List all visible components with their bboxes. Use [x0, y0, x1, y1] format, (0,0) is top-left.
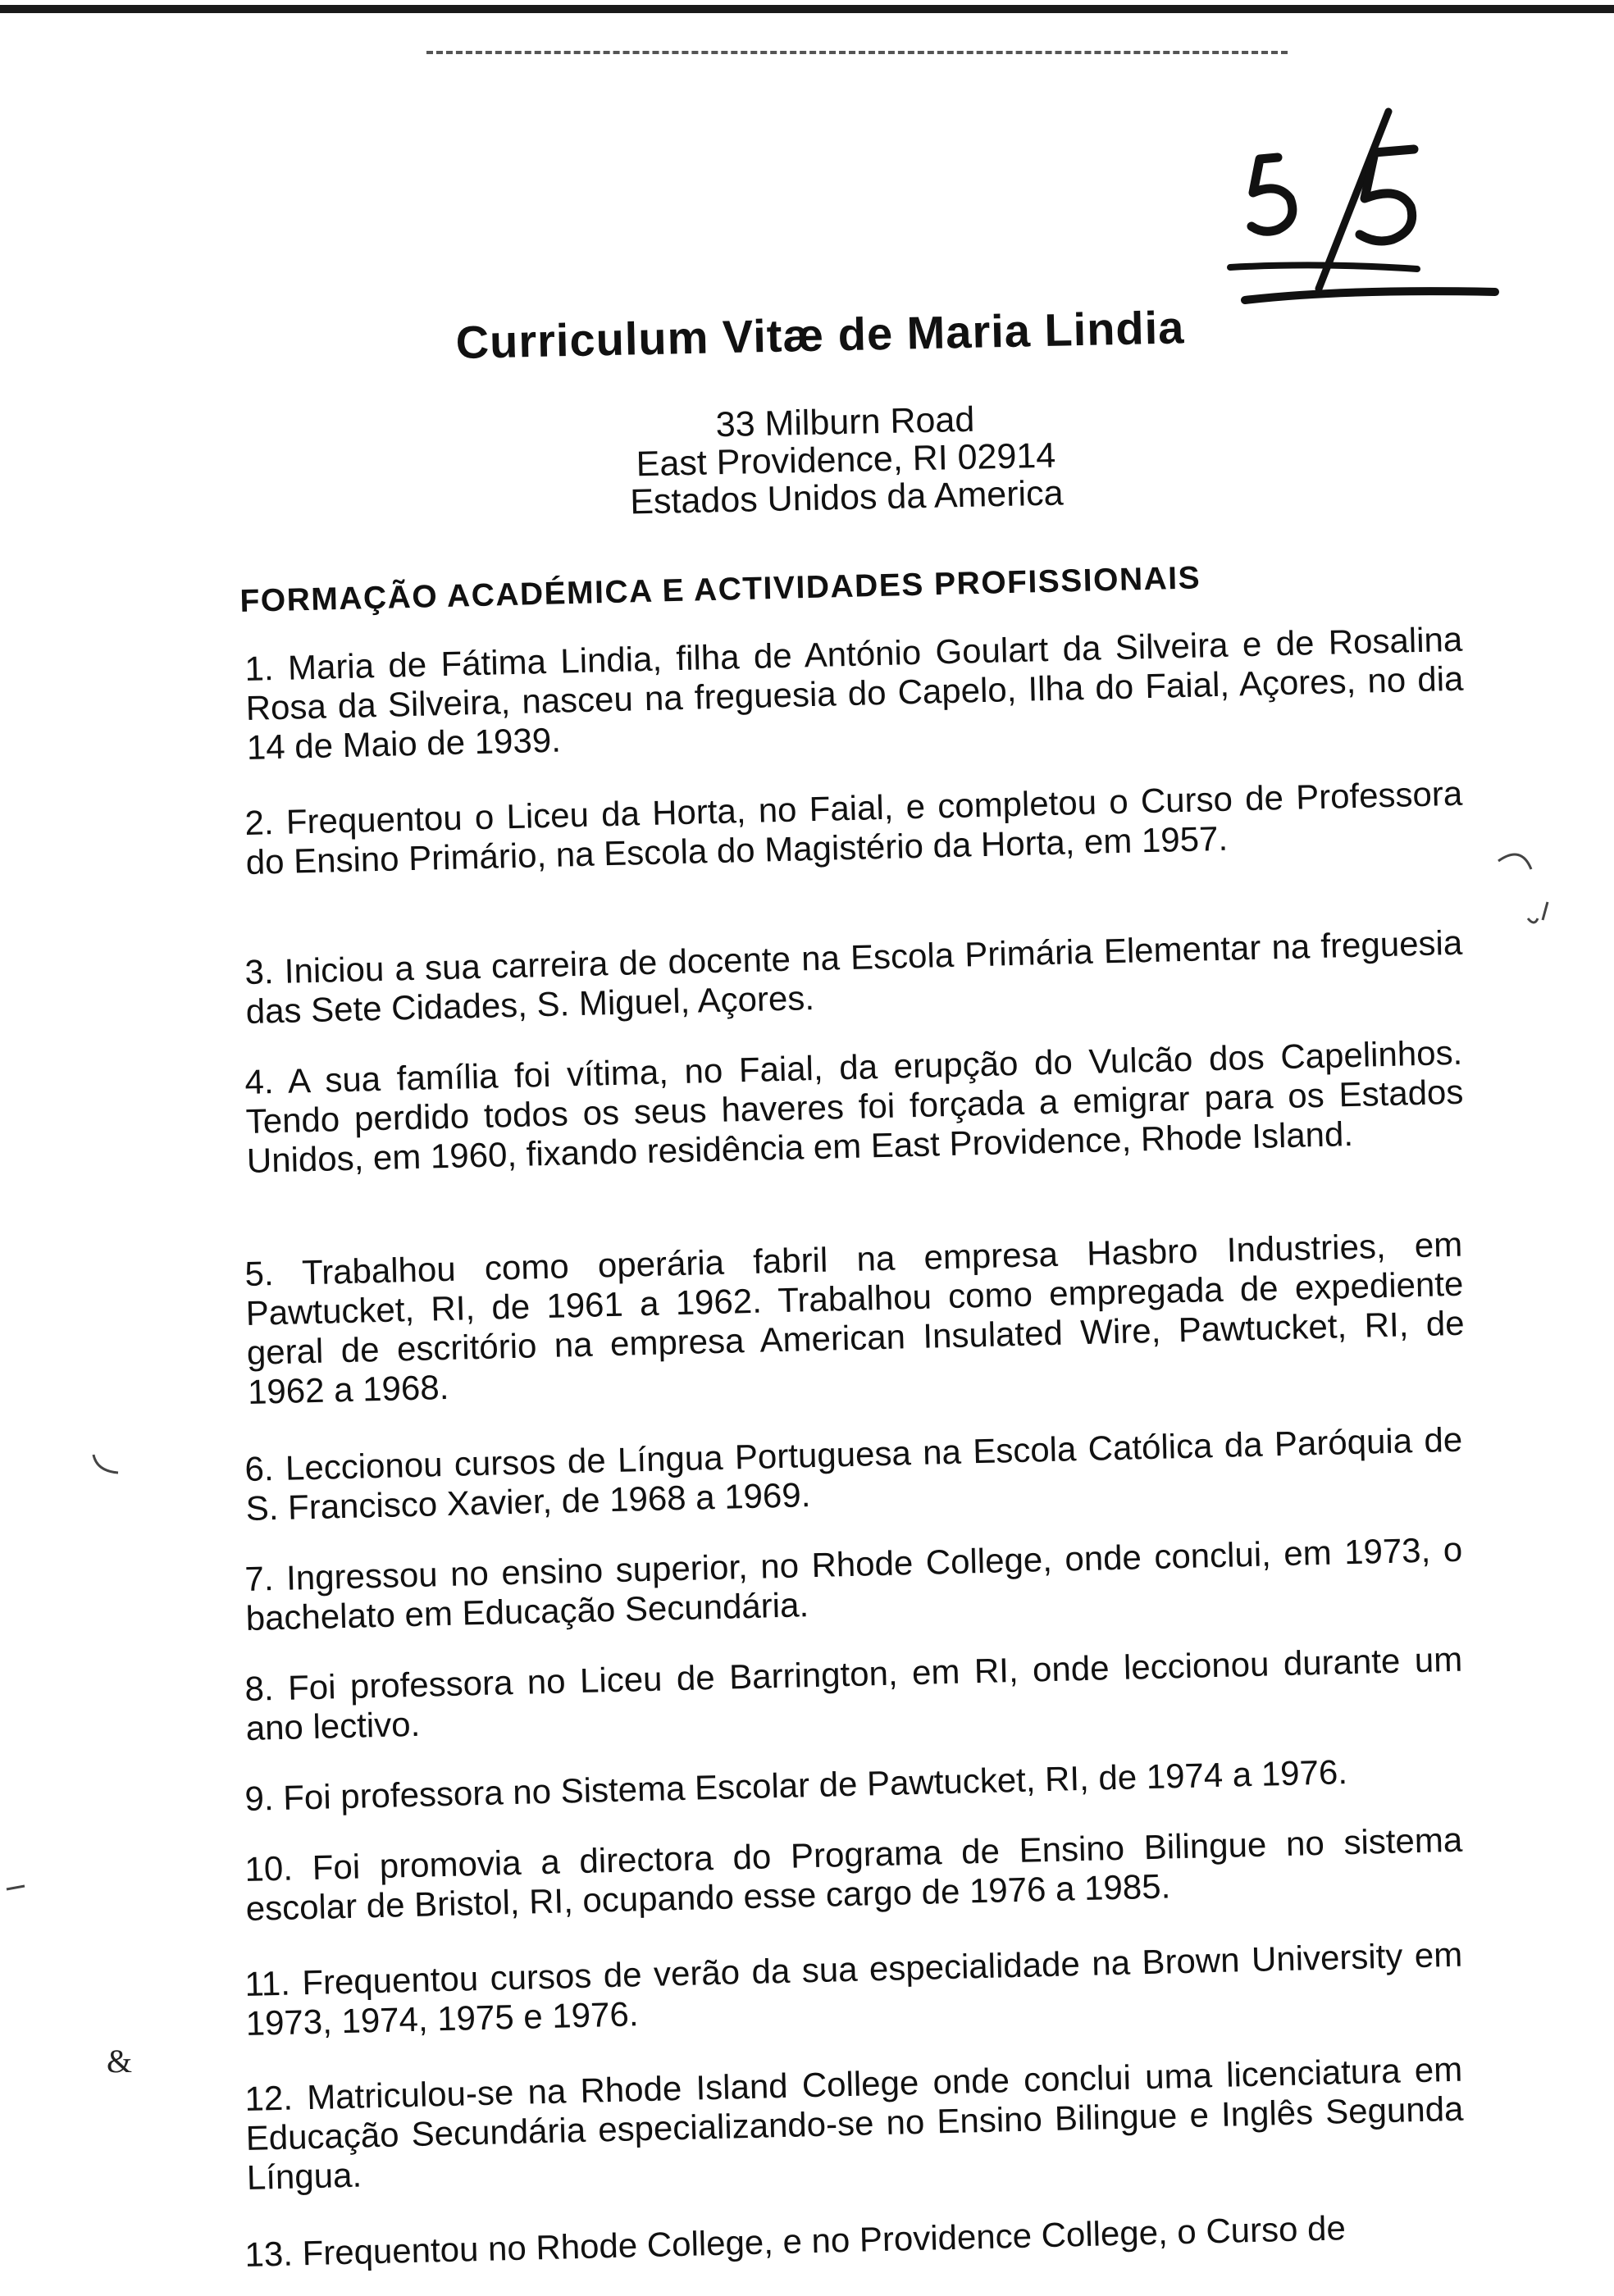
- address-block: [517, 397, 1175, 524]
- list-item-13: 13. Frequentou no Rhode College, e no Providence College, o Curso de: [244, 2208, 1347, 2274]
- list-item-8: 8. Foi professora no Liceu de Barrington, em RI, onde leccionou durante um ano lectivo.: [244, 1639, 1463, 1747]
- margin-dash-mark: [3, 1878, 36, 1902]
- margin-ampersand: &: [107, 2043, 133, 2080]
- list-item-5: 5. Trabalhou como operária fabril na empresa Hasbro Industries, em Pawtucket, RI, de 1961 a 1962. Trabalhou como empregada de expediente geral de escritório na empresa American Insulated Wire, Pawtucket, RI, de 1962 a 1968.: [244, 1224, 1466, 1411]
- list-item-4: 4. A sua família foi vítima, no Faial, da erupção do Vulcão dos Capelinhos. Tendo perdido todos os seus haveres foi forçada a emigrar para os Estados Unidos, em 1960, fixando residência em East Providence, Rhode Island.: [244, 1032, 1464, 1180]
- list-item-7: 7. Ingressou no ensino superior, no Rhode College, onde conclui, em 1973, o bachelato em Educação Secundária.: [244, 1529, 1463, 1638]
- list-item-10: 10. Foi promovia a directora do Programa de Ensino Bilingue no sistema escolar de Bristol, RI, ocupando esse cargo de 1976 a 1985.: [244, 1820, 1463, 1928]
- margin-stroke-mark: [89, 1451, 138, 1484]
- address-city: East Providence, RI 02914: [636, 435, 1056, 485]
- list-item-12: 12. Matriculou-se na Rhode Island College onde conclui uma licenciatura em Educação Secundária especializando-se no Ensino Bilingue e Inglês Segunda Língua.: [244, 2049, 1464, 2197]
- handwritten-page-number: [1220, 107, 1499, 312]
- list-item-3: 3. Iniciou a sua carreira de docente na Escola Primária Elementar na freguesia das Sete Cidades, S. Miguel, Açores.: [244, 922, 1463, 1031]
- address-country: Estados Unidos da America: [629, 473, 1064, 522]
- list-item-2: 2. Frequentou o Liceu da Horta, no Faial, e completou o Curso de Professora do Ensino Primário, na Escola do Magistério da Horta, em 1957.: [244, 773, 1463, 882]
- document-title: Curriculum Vitæ de Maria Lindia: [455, 301, 1185, 368]
- margin-bracket-mark: [1489, 845, 1554, 935]
- faint-dashed-line: [426, 51, 1288, 54]
- list-item-9: 9. Foi professora no Sistema Escolar de Pawtucket, RI, de 1974 a 1976.: [244, 1752, 1348, 1818]
- top-border-line: [0, 5, 1614, 13]
- address-street: 33 Milburn Road: [715, 399, 975, 445]
- list-item-11: 11. Frequentou cursos de verão da sua especialidade na Brown University em 1973, 1974, 1975 e 1976.: [244, 1934, 1463, 2043]
- list-item-1: 1. Maria de Fátima Lindia, filha de António Goulart da Silveira e de Rosalina Rosa da Silveira, nasceu na freguesia do Capelo, Ilha do Faial, Açores, no dia 14 de Maio de 1939.: [244, 619, 1464, 767]
- section-heading: FORMAÇÃO ACADÉMICA E ACTIVIDADES PROFISSIONAIS: [239, 560, 1201, 619]
- list-item-6: 6. Leccionou cursos de Língua Portuguesa na Escola Católica da Paróquia de S. Francisco Xavier, de 1968 a 1969.: [244, 1419, 1463, 1528]
